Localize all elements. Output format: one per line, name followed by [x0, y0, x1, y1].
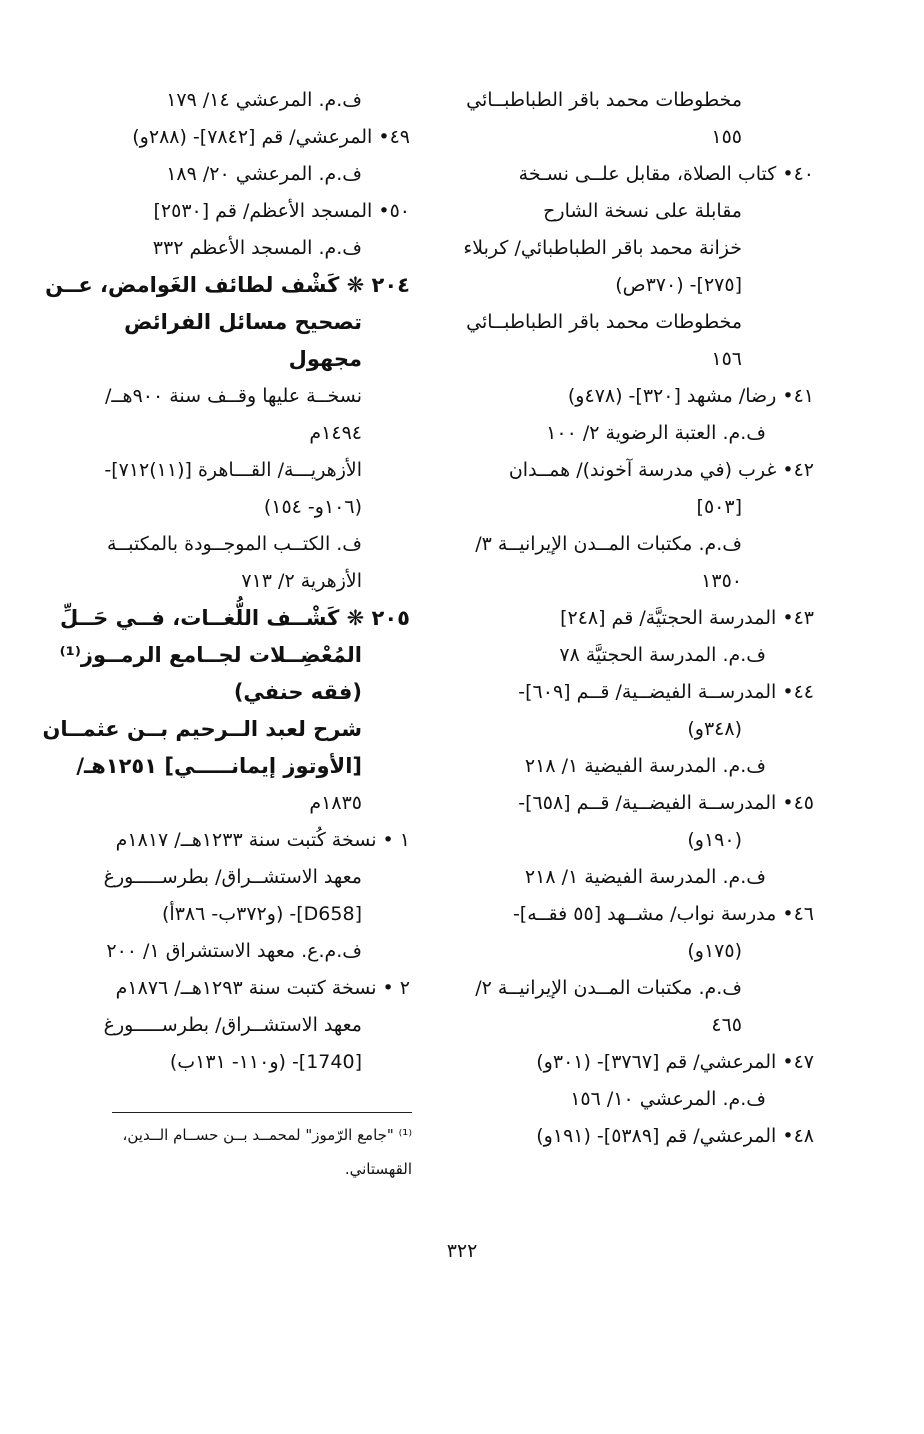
text-line: ٢٠٥ ❋ كَشْــف اللُّغــات، فــي حَــلِّ — [60, 606, 410, 630]
text-line: مجهول — [288, 347, 362, 371]
right-column — [452, 82, 814, 1155]
text-line: ف. الكتــب الموجــودة بالمكتبــة — [106, 533, 362, 555]
text-line: نسخــة عليها وقــف سنة ٩٠٠هــ/ — [105, 385, 362, 407]
text-line: ٤٦٥ — [711, 1014, 742, 1036]
text-line: ف.م. المسجد الأعظم ٣٣٢ — [152, 237, 362, 259]
text-line: ف.م. المدرسة الفيضية ١/ ٢١٨ — [524, 866, 766, 888]
text-line: ١٥٦ — [711, 348, 742, 370]
footnote-divider — [112, 1112, 412, 1113]
text-line: ٤٠• كتاب الصلاة، مقابل علــى نسـخة — [518, 163, 814, 185]
text-line: ٤٧• المرعشي/ قم [٣٧٦٧]- (٣٠١و) — [536, 1051, 814, 1073]
text-line: ٤٩• المرعشي/ قم [٧٨٤٢]- (٢٨٨و) — [132, 126, 410, 148]
footnote — [80, 1118, 412, 1186]
text-line: ف.م. مكتبات المــدن الإيرانيــة ٣/ — [475, 533, 742, 555]
text-line: ٢٠٤ ❋ كَشْف لطائف الغَوامض، عــن — [45, 273, 410, 297]
text-line: مقابلة على نسخة الشارح — [543, 200, 742, 222]
text-line: (١٠٦و- ١٥٤) — [263, 496, 362, 518]
text-line: ٤١• رضا/ مشهد [٣٢٠]- (٤٧٨و) — [567, 385, 814, 407]
text-line: الأزهرية ٢/ ٧١٣ — [241, 570, 362, 592]
footnote-line-2: القهستاني. — [344, 1160, 412, 1178]
text-line: مخطوطات محمد باقر الطباطبــائي — [466, 89, 742, 111]
text-line: [٥٠٣] — [696, 496, 742, 518]
text-line: معهد الاستشــراق/ بطرســـــورغ — [103, 866, 362, 888]
text-line: المُعْضِــلات لجــامع الرمــوز⁽¹⁾ — [59, 643, 362, 667]
text-line: ٢ • نسخة كتبت سنة ١٢٩٣هــ/ ١٨٧٦م — [115, 977, 410, 999]
text-line: ٥٠• المسجد الأعظم/ قم [٢٥٣٠] — [153, 200, 410, 222]
text-line: (١٧٥و) — [687, 940, 742, 962]
page-number: ٣٢٢ — [446, 1240, 478, 1262]
text-line: تصحيح مسائل الفرائض — [124, 310, 362, 334]
text-line: (٣٤٨و) — [687, 718, 742, 740]
text-line: ف.م. العتبة الرضوية ٢/ ١٠٠ — [546, 422, 766, 444]
text-line: [الأوتوز إيمانـــــي] ١٢٥١هـ/ — [76, 754, 362, 778]
text-line: ١ • نسخة كُتبت سنة ١٢٣٣هــ/ ١٨١٧م — [115, 829, 410, 851]
text-line: [1740]- (و١١٠- ١٣١ب) — [169, 1051, 362, 1073]
text-line: (فقه حنفي) — [233, 680, 362, 704]
text-line: ف.م. المرعشي ٢٠/ ١٨٩ — [166, 163, 362, 185]
text-line: ١٣٥٠ — [701, 570, 742, 592]
text-line: ٤٦• مدرسة نواب/ مشــهد [٥٥ فقــه]- — [512, 903, 814, 925]
text-line: شرح لعبد الــرحيم بــن عثمــان — [42, 717, 362, 741]
text-line: ٤٣• المدرسة الحجتيَّة/ قم [٢٤٨] — [560, 607, 814, 629]
text-line: [٢٧٥]- (٣٧٠ص) — [615, 274, 742, 296]
text-line: ف.م. المرعشي ١٤/ ١٧٩ — [166, 89, 362, 111]
text-line: ٤٢• غرب (في مدرسة آخوند)/ همــدان — [508, 459, 814, 481]
text-line: ١٨٣٥م — [309, 792, 362, 814]
left-column — [42, 82, 410, 1081]
text-line: خزانة محمد باقر الطباطبائي/ كربلاء — [463, 237, 742, 259]
text-line: ف.م. المدرسة الحجتيَّة ٧٨ — [559, 644, 766, 666]
text-line: معهد الاستشــراق/ بطرســـــورغ — [103, 1014, 362, 1036]
text-line: (١٩٠و) — [687, 829, 742, 851]
text-line: ٤٨• المرعشي/ قم [٥٣٨٩]- (١٩١و) — [536, 1125, 814, 1147]
text-line: مخطوطات محمد باقر الطباطبــائي — [466, 311, 742, 333]
text-line: ف.م. المرعشي ١٠/ ١٥٦ — [570, 1088, 766, 1110]
text-line: ف.م. مكتبات المــدن الإيرانيــة ٢/ — [475, 977, 742, 999]
text-line: ١٥٥ — [711, 126, 742, 148]
text-line: الأزهريـــة/ القـــاهرة [(١١)٧١٢]- — [104, 459, 362, 481]
text-line: ف.م. المدرسة الفيضية ١/ ٢١٨ — [524, 755, 766, 777]
text-line: [D658]- (و٣٧٢ب- ٣٨٦أ) — [162, 903, 362, 925]
text-line: ف.م.ع. معهد الاستشراق ١/ ٢٠٠ — [106, 940, 362, 962]
text-line: ٤٥• المدرســة الفيضــية/ قــم [٦٥٨]- — [518, 792, 814, 814]
text-line: ٤٤• المدرســة الفيضــية/ قــم [٦٠٩]- — [518, 681, 814, 703]
footnote-line-1: ⁽¹⁾ "جامع الرّموز" لمحمــد بــن حســام الــدين، — [122, 1126, 412, 1144]
text-line: ١٤٩٤م — [309, 422, 362, 444]
